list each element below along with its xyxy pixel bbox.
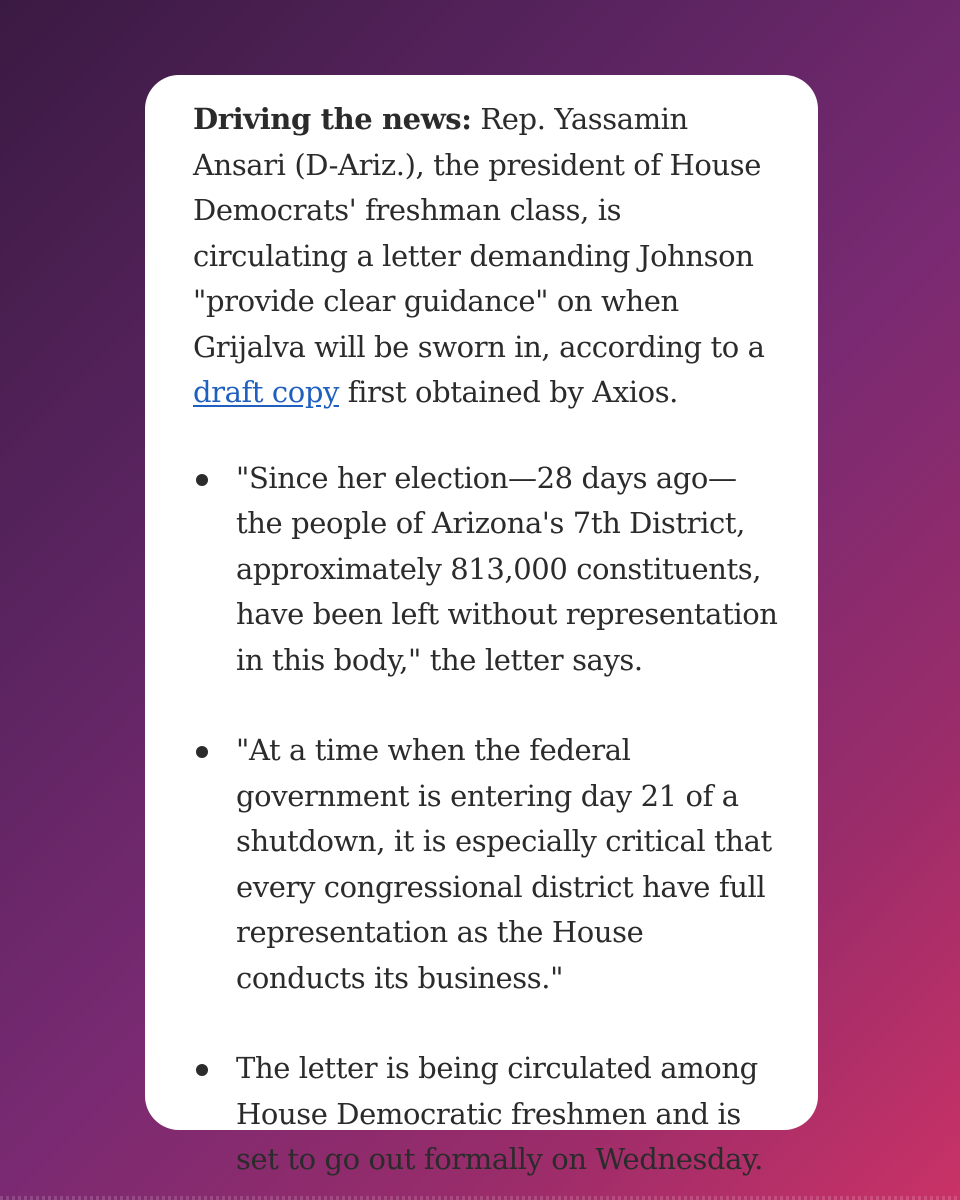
lead-paragraph (193, 97, 778, 416)
bullet-dot-icon (196, 746, 208, 758)
bullet-dot-icon (196, 474, 208, 486)
list-item (193, 1046, 778, 1183)
article-card (145, 75, 818, 1176)
lead-text-before-link: Rep. Yassamin Ansari (D-Ariz.), the president of House Democrats' freshman class, is circulating a letter demanding Johnson "provide clear guidance" on when Grijalva will be sworn in, according to a (193, 102, 765, 364)
list-item (193, 456, 778, 684)
bullet-list (193, 456, 778, 1183)
lead-text-after-link: first obtained by Axios. (338, 375, 678, 409)
bullet-text: "At a time when the federal government is entering day 21 of a shutdown, it is especially critical that every congressional district have full representation as the House conducts its business." (236, 733, 772, 995)
list-item (193, 728, 778, 1001)
draft-copy-link[interactable]: draft copy (193, 375, 339, 409)
bottom-edge-strip (0, 1196, 960, 1200)
bullet-text: The letter is being circulated among House Democratic freshmen and is set to go out formally on Wednesday. (236, 1051, 763, 1176)
bullet-text: "Since her election—28 days ago—the people of Arizona's 7th District, approximately 813,000 constituents, have been left without representation in this body," the letter says. (236, 460, 778, 677)
bullet-dot-icon (196, 1064, 208, 1076)
kicker-label: Driving the news: (193, 102, 472, 136)
